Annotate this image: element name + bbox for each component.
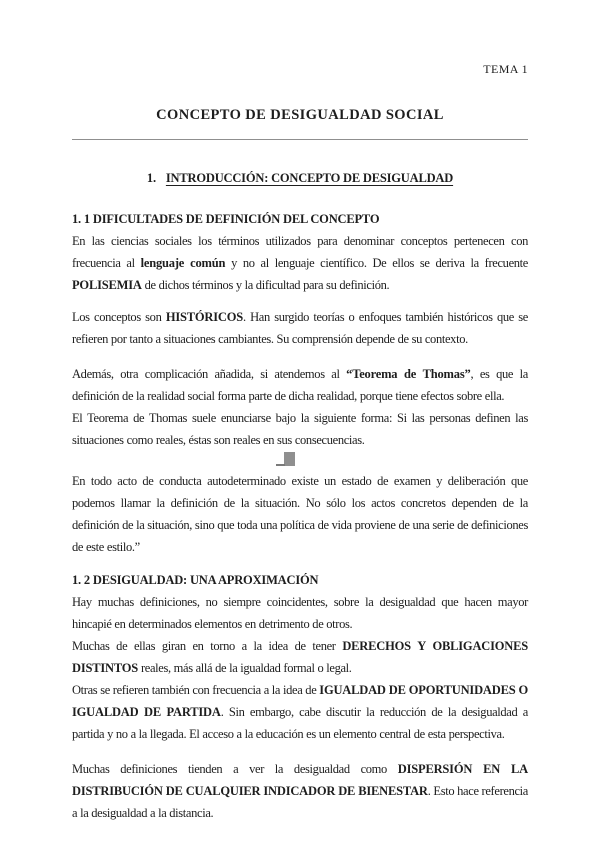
paragraph-definicion-situacion: En todo acto de conducta autodeterminado existe un estado de examen y deliberación que podemos llamar la definición de la situación. No sólo los actos concretos dependen de la definición de la situación, sino que toda una política de vida proviene de una serie de definiciones de este estilo.” [72,474,528,554]
section-1-1-heading: 1. 1 DIFICULTADES DE DEFINICIÓN DEL CONCEPTO [72,212,380,226]
paragraph-teorema-thomas: Además, otra complicación añadida, si atendemos al “Teorema de Thomas”, es que la definición de la realidad social forma parte de dicha realidad, porque tiene efectos sobre ella. [72,367,529,403]
paragraph-dispersion-bienestar: Muchas definiciones tienden a ver la desigualdad como DISPERSIÓN EN LA DISTRIBUCIÓN DE CUALQUIER INDICADOR DE BIENESTAR. Esto hace referencia a la desigualdad a la distancia. [72,762,529,820]
paragraph-derechos-obligaciones: Muchas de ellas giran en torno a la idea de tener DERECHOS Y OBLIGACIONES DISTINTOS reales, más allá de la igualdad formal o legal. [72,639,528,675]
embedded-object-row [72,452,528,468]
document-header-label: TEMA 1 [483,62,528,76]
paragraph-historicos: Los conceptos son HISTÓRICOS. Han surgido teorías o enfoques también históricos que se refieren por tanto a situaciones cambiantes. Su comprensión depende de su contexto. [72,310,528,346]
object-placeholder-icon [284,452,295,466]
page-title: CONCEPTO DE DESIGUALDAD SOCIAL [156,107,444,123]
intro-heading-text: INTRODUCCIÓN: CONCEPTO DE DESIGUALDAD [165,171,454,185]
intro-heading-number: 1. [146,171,156,185]
title-divider [72,139,528,140]
paragraph-muchas-definiciones: Hay muchas definiciones, no siempre coincidentes, sobre la desigualdad que hacen mayor hincapié en determinados elementos en detrimento de otros. [72,595,528,631]
paragraph-igualdad-oportunidades: Otras se refieren también con frecuencia a la idea de IGUALDAD DE OPORTUNIDADES O IGUALDAD DE PARTIDA. Sin embargo, cabe discutir la reducción de la desigualdad a partida y no a la llegada. El acceso a la educación es un elemento central de esta perspectiva. [72,683,529,741]
paragraph-polisemia: En las ciencias sociales los términos utilizados para denominar conceptos pertenecen con frecuencia al lenguaje común y no al lenguaje científico. De ellos se deriva la frecuente POLISEMIA de dichos términos y la dificultad para su definición. [72,234,528,292]
paragraph-teorema-enunciado: El Teorema de Thomas suele enunciarse bajo la siguiente forma: Si las personas definen las situaciones como reales, éstas son reales en sus consecuencias. [72,411,528,447]
intro-heading [72,167,528,189]
section-1-2-heading: 1. 2 DESIGUALDAD: UNA APROXIMACIÓN [72,573,319,587]
